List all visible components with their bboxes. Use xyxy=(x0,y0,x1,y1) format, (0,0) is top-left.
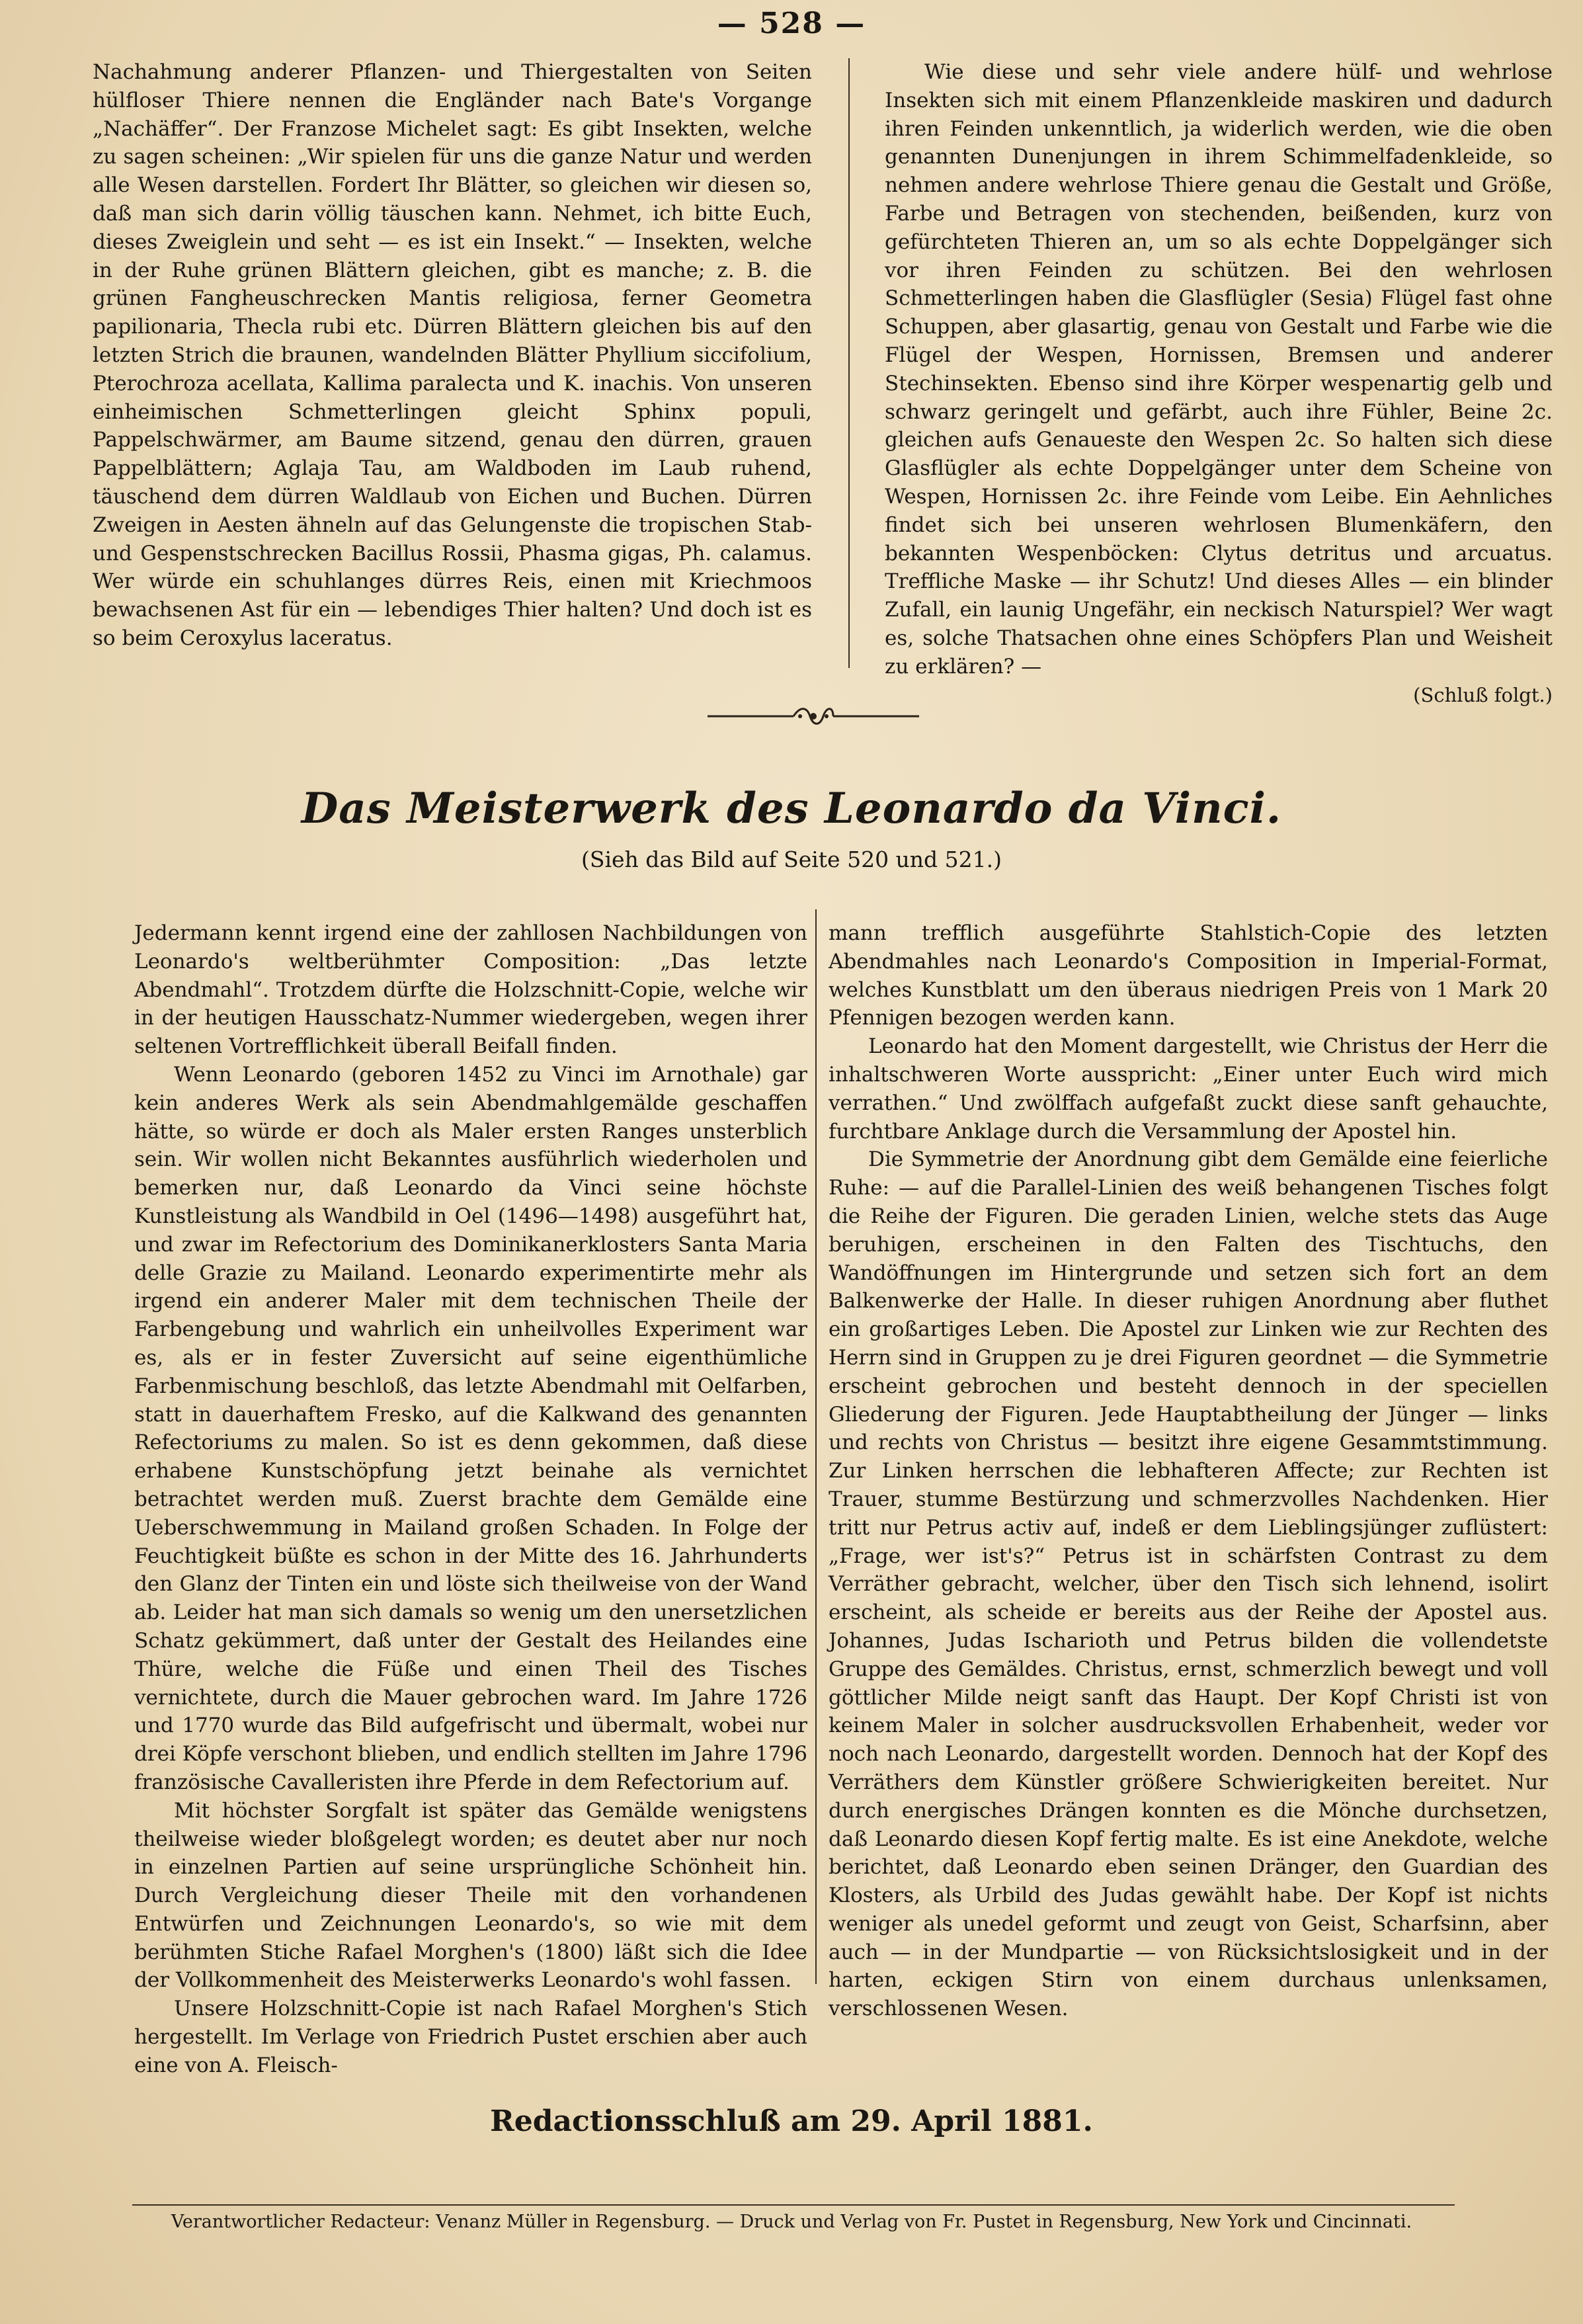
continued-note: (Schluß folgt.) xyxy=(1413,683,1553,706)
article-subtitle: (Sieh das Bild auf Seite 520 und 521.) xyxy=(581,847,1002,872)
paragraph: Jedermann kennt irgend eine der zahllosen Nachbildungen von Leonardo's weltberühmter Composition: „Das letzte Abendmahl“. Trotzdem dürfte die Holzschnitt-Copie, welche wir in der heutigen Hausschatz-Nummer wiedergeben, wegen ihrer seltenen Vortrefflichkeit überall Beifall finden. xyxy=(134,921,807,1059)
paragraph: Die Symmetrie der Anordnung gibt dem Gemälde eine feierliche Ruhe: — auf die Parallel-Linien des weiß behangenen Tisches folgt die Reihe der Figuren. Die geraden Linien, welche stets das Auge beruhigen, erscheinen in den Falten des Tischtuchs, den Wandöffnungen im Hintergrunde und setzen sich fort an dem Balkenwerke der Halle. In dieser ruhigen Anordnung aber fluthet ein großartiges Leben. Die Apostel zur Linken wie zur Rechten des Herrn sind in Gruppen zu je drei Figuren geordnet — die Symmetrie erscheint gebrochen und besteht dennoch in der speciellen Gliederung der Figuren. Jede Hauptabtheilung der Jünger — links und rechts von Christus — besitzt ihre eigene Gesammtstimmung. Zur Linken herrschen die lebhafteren Affecte; zur Rechten ist Trauer, stumme Bestürzung und schmerzvolles Nachdenken. Hier tritt nur Petrus activ auf, indeß er dem Lieblingsjünger zuflüstert: „Frage, wer ist's?“ Petrus ist in schärfsten Contrast zu dem Verräther gebracht, welcher, über den Tisch sich lehnend, isolirt erscheint, als scheide er bereits aus der Reihe der Apostel aus. Johannes, Judas Ischarioth und Petrus bilden die vollendetste Gruppe des Gemäldes. Christus, ernst, schmerzlich bewegt und voll göttlicher Milde neigt sanft das Haupt. Der Kopf Christi ist von keinem Maler in solcher ausdrucksvollen Erhabenheit, weder vor noch nach Leonardo, dargestellt worden. Dennoch hat der Kopf des Verräthers dem Künstler größere Schwierigkeiten bereitet. Nur durch energisches Drängen konnten es die Mönche durchsetzen, daß Leonardo diesen Kopf fertig malte. Es ist eine Anekdote, welche berichtet, daß Leonardo eben seinen Dränger, den Guardian des Klosters, als Urbild des Judas gewählt habe. Der Kopf ist nichts weniger als unedel geformt und zeugt von Geist, Scharfsinn, aber auch — in der Mundpartie — von Rücksichtslosigkeit und in der harten, eckigen Stirn von einem durchaus unlenksamen, verschlossenen Wesen. xyxy=(829,1147,1548,2021)
footer-divider xyxy=(132,2204,1455,2206)
paragraph: Unsere Holzschnitt-Copie ist nach Rafael Morghen's Stich hergestellt. Im Verlage von Friedrich Pustet erschien aber auch eine von A. Fleisch- xyxy=(134,1997,807,2077)
page-number: — 528 — xyxy=(717,7,866,40)
article-title: Das Meisterwerk des Leonardo da Vinci. xyxy=(301,784,1282,833)
article-left-column xyxy=(134,919,807,2080)
footer-imprint: Verantwortlicher Redacteur: Venanz Müller in Regensburg. — Druck und Verlag von Fr. Pustet in Regensburg, New York und Cincinnati. xyxy=(171,2212,1412,2232)
article-right-column xyxy=(829,919,1548,2023)
top-right-column xyxy=(885,58,1553,709)
paragraph: Mit höchster Sorgfalt ist später das Gemälde wenigstens theilweise wieder bloßgelegt worden; es deutet aber nur noch in einzelnen Partien auf seine ursprüngliche Schönheit hin. Durch Vergleichung dieser Theile mit den vorhandenen Entwürfen und Zeichnungen Leonardo's, so wie mit dem berühmten Stiche Rafael Morghen's (1800) läßt sich die Idee der Vollkommenheit des Meisterwerks Leonardo's wohl fassen. xyxy=(134,1798,807,1993)
paragraph: Wie diese und sehr viele andere hülf- und wehrlose Insekten sich mit einem Pflanzenkleide maskiren und dadurch ihren Feinden unkenntlich, ja widerlich werden, wie die oben genannten Dunenjungen in ihrem Schimmelfadenkleide, so nehmen andere wehrlose Thiere genau die Gestalt und Größe, Farbe und Betragen von stechenden, beißenden, kurz von gefürchteten Thieren an, um so als echte Doppelgänger sich vor ihren Feinden zu schützen. Bei den wehrlosen Schmetterlingen haben die Glasflügler (Sesia) Flügel fast ohne Schuppen, aber glasartig, genau von Gestalt und Farbe wie die Flügel der Wespen, Hornissen, Bremsen und anderer Stechinsekten. Ebenso sind ihre Körper wespenartig gelb und schwarz geringelt und gefärbt, auch ihre Fühler, Beine 2c. gleichen aufs Genaueste den Wespen 2c. So halten sich diese Glasflügler als echte Doppelgänger unter dem Scheine von Wespen, Hornissen 2c. ihre Feinde vom Leibe. Ein Aehnliches findet sich bei unseren wehrlosen Blumenkäfern, den bekannten Wespenböcken: Clytus detritus und arcuatus. Treffliche Maske — ihr Schutz! Und dieses Alles — ein blinder Zufall, ein launig Ungefähr, ein neckisch Naturspiel? Wer wagt es, solche Thatsachen ohne eines Schöpfers Plan und Weisheit zu erklären? — xyxy=(885,60,1553,679)
column-divider xyxy=(848,58,850,668)
paragraph: Nachahmung anderer Pflanzen- und Thiergestalten von Seiten hülfloser Thiere nennen die Engländer nach Bate's Vorgange „Nachäffer“. Der Franzose Michelet sagt: Es gibt Insekten, welche zu sagen scheinen: „Wir spielen für uns die ganze Natur und werden alle Wesen darstellen. Fordert Ihr Blätter, so gleichen wir diesen so, daß man sich darin völlig täuschen kann. Nehmet, ich bitte Euch, dieses Zweiglein und seht — es ist ein Insekt.“ — Insekten, welche in der Ruhe grünen Blättern gleichen, gibt es manche; z. B. die grünen Fangheuschrecken Mantis religiosa, ferner Geometra papilionaria, Thecla rubi etc. Dürren Blättern gleichen bis auf den letzten Strich die braunen, wandelnden Blätter Phyllium siccifolium, Pterochroza acellata, Kallima paralecta und K. inachis. Von unseren einheimischen Schmetterlingen gleicht Sphinx populi, Pappelschwärmer, am Baume sitzend, genau den dürren, grauen Pappelblättern; Aglaja Tau, am Waldboden im Laub ruhend, täuschend dem dürren Waldlaub von Eichen und Buchen. Dürren Zweigen in Aesten ähneln auf das Gelungenste die tropischen Stab- und Gespenstschrecken Bacillus Rossii, Phasma gigas, Ph. calamus. Wer würde ein schuhlanges dürres Reis, einen mit Kriechmoos bewachsenen Ast für ein — lebendiges Thier halten? Und doch ist es so beim Ceroxylus laceratus. xyxy=(93,60,812,650)
paragraph: Wenn Leonardo (geboren 1452 zu Vinci im Arnothale) gar kein anderes Werk als sein Abendmahlgemälde geschaffen hätte, so würde er doch als Maler ersten Ranges unsterblich sein. Wir wollen nicht Bekanntes ausführlich wiederholen und bemerken nur, daß Leonardo da Vinci seine höchste Kunstleistung als Wandbild in Oel (1496—1498) ausgeführt hat, und zwar im Refectorium des Dominikanerklosters Santa Maria delle Grazie zu Mailand. Leonardo experimentirte mehr als irgend ein anderer Maler mit dem technischen Theile der Farbengebung und wahrlich ein unheilvolles Experiment war es, als er in fester Zuversicht auf seine eigenthümliche Farbenmischung beschloß, das letzte Abendmahl mit Oelfarben, statt in dauerhaftem Fresko, auf die Kalkwand des genannten Refectoriums zu malen. So ist es denn gekommen, daß diese erhabene Kunstschöpfung jetzt beinahe als vernichtet betrachtet werden muß. Zuerst brachte dem Gemälde eine Ueberschwemmung in Mailand großen Schaden. In Folge der Feuchtigkeit büßte es schon in der Mitte des 16. Jahrhunderts den Glanz der Tinten ein und löste sich theilweise von der Wand ab. Leider hat man sich damals so wenig um den unersetzlichen Schatz gekümmert, daß unter der Gestalt des Heilandes eine Thüre, welche die Füße und einen Theil des Tisches vernichtete, durch die Mauer gebrochen ward. Im Jahre 1726 und 1770 wurde das Bild aufgefrischt und übermalt, wobei nur drei Köpfe verschont blieben, und endlich stellten im Jahre 1796 französische Cavalleristen ihre Pferde in dem Refectorium auf. xyxy=(134,1062,807,1794)
column-divider xyxy=(815,909,817,1984)
paragraph: mann trefflich ausgeführte Stahlstich-Copie des letzten Abendmahles nach Leonardo's Composition in Imperial-Format, welches Kunstblatt um den überaus niedrigen Preis von 1 Mark 20 Pfennigen bezogen werden kann. xyxy=(829,921,1548,1030)
paragraph: Leonardo hat den Moment dargestellt, wie Christus der Herr die inhaltschweren Worte ausspricht: „Einer unter Euch wird mich verrathen.“ Und zwölffach aufgefaßt zuckt diese sanft gehauchte, furchtbare Anklage durch die Versammlung der Apostel hin. xyxy=(829,1034,1548,1143)
top-left-column xyxy=(93,58,812,653)
closing-note: Redactionsschluß am 29. April 1881. xyxy=(490,2104,1093,2138)
ornament-divider-icon xyxy=(701,700,926,733)
